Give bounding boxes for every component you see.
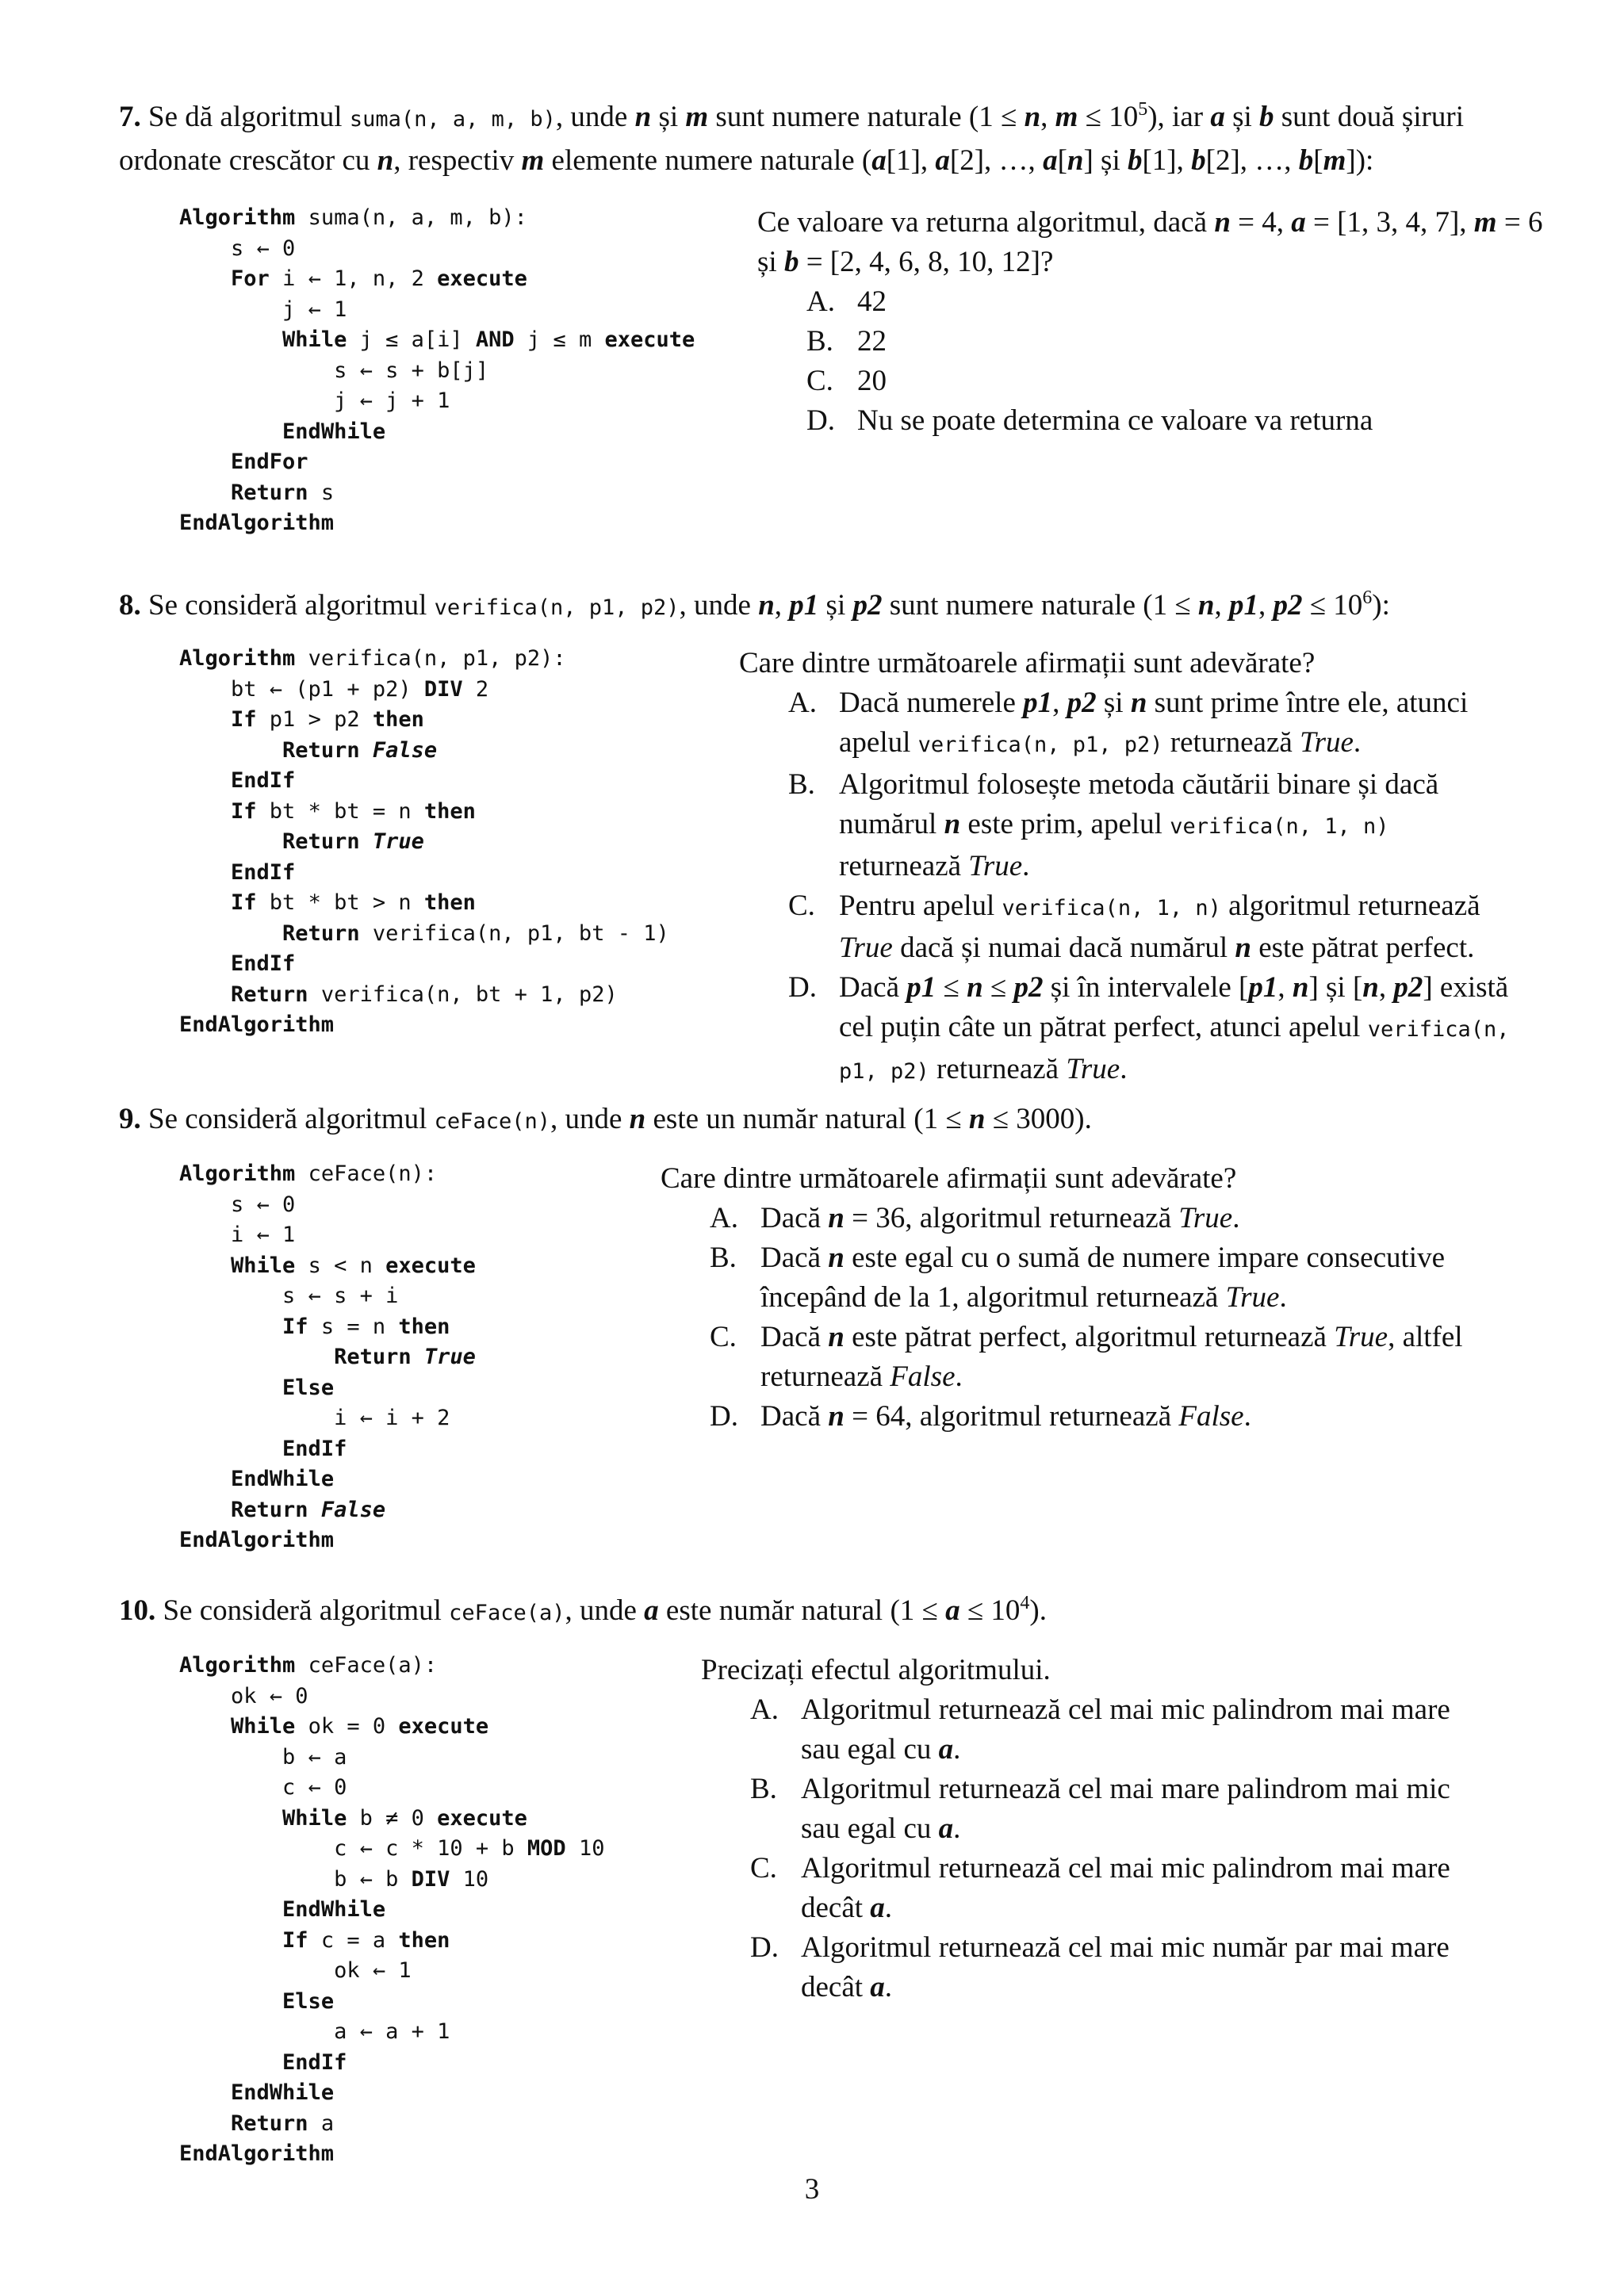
text: . — [1120, 1053, 1128, 1085]
text: Pentru apelul — [839, 890, 1002, 922]
q10-number: 10. — [119, 1594, 156, 1627]
text: . — [1232, 1202, 1240, 1234]
code-line: EndWhile — [282, 419, 386, 444]
var-n: n — [1214, 206, 1231, 239]
option-text: Algoritmul returnează cel mai mic palindrom mai mare decât — [801, 1852, 1450, 1924]
var-p2: p2 — [1067, 687, 1097, 719]
var-m: m — [1323, 144, 1346, 177]
text: = [1, 3, 4, 7], — [1305, 206, 1474, 239]
q8-intro-text: , — [1214, 589, 1229, 622]
option-letter: D. — [710, 1400, 738, 1433]
q10-intro-text: ). — [1029, 1594, 1047, 1627]
text: . — [1243, 1400, 1251, 1433]
code-line: EndAlgorithm — [179, 511, 335, 535]
text: algoritmul returnează — [1220, 890, 1480, 922]
var-n: n — [1130, 687, 1147, 719]
code-line: EndIf — [231, 951, 296, 976]
text: . — [1279, 1281, 1287, 1314]
code-line: i ← i + 2 — [179, 1406, 450, 1430]
q9-question-text: Care dintre următoarele afirmații sunt adevărate? — [661, 1162, 1237, 1195]
q9-option-a — [710, 1199, 1533, 1238]
q10-intro — [119, 1590, 1530, 1634]
text: Dacă — [760, 1400, 829, 1433]
code-line: j ← j + 1 — [179, 388, 450, 413]
code-line: i ← 1 — [179, 1223, 296, 1247]
text: = [2, 4, 6, 8, 10, 12]? — [799, 246, 1054, 278]
q9-intro — [119, 1099, 1530, 1142]
q8-option-d — [788, 968, 1532, 1092]
var-n: n — [944, 808, 961, 840]
q7-number: 7. — [119, 101, 141, 133]
inline-code: verifica(n, 1, n) — [1170, 814, 1389, 839]
var-b: b — [1259, 101, 1274, 133]
text: Dacă — [760, 1321, 829, 1353]
option-letter: C. — [710, 1321, 737, 1353]
q8-code-block — [179, 644, 669, 1041]
q8-function-name: verifica(n, p1, p2) — [434, 595, 680, 620]
code-line: EndIf — [282, 2049, 347, 2075]
var-p2: p2 — [852, 589, 883, 622]
code-line: s ← s + b[j] — [179, 358, 489, 383]
value-true: True — [1334, 1321, 1388, 1353]
option-letter: C. — [750, 1852, 777, 1885]
q7-question — [757, 203, 1550, 441]
q10-function-name: ceFace(a) — [449, 1601, 565, 1625]
text: returnează — [1162, 726, 1300, 759]
code-line: b ← b DIV 10 — [179, 1866, 489, 1892]
exponent: 5 — [1138, 99, 1148, 120]
text: . — [953, 1733, 961, 1766]
option-text: Algoritmul returnează cel mai mic palindrom mai mare sau egal cu — [801, 1693, 1450, 1766]
var-n: n — [634, 101, 652, 133]
var-p1 — [789, 589, 818, 622]
var-p1: p1 — [1248, 971, 1278, 1004]
code-line: EndWhile — [231, 1467, 335, 1491]
code-line: EndFor — [231, 450, 308, 474]
q8-number: 8. — [119, 589, 141, 622]
code-line: Algorithm ceFace(n): — [179, 1161, 438, 1186]
var-p1: p1 — [906, 971, 936, 1004]
option-letter: C. — [806, 365, 833, 397]
var-b: b — [1127, 144, 1143, 177]
exponent: 6 — [1362, 587, 1373, 608]
q10-intro-text: Se consideră algoritmul — [163, 1594, 450, 1627]
var-p1-text: p1 — [789, 589, 819, 622]
text: , — [1378, 971, 1394, 1004]
code-line: Return True — [334, 1345, 476, 1369]
text: returnează — [839, 850, 969, 882]
q7-intro-text: [ — [1313, 144, 1323, 177]
code-line: Return False — [231, 1497, 386, 1522]
code-line: s ← 0 — [179, 235, 296, 261]
option-text: Algoritmul returnează cel mai mare palindrom mai mic sau egal cu — [801, 1773, 1450, 1845]
var-n: n — [828, 1400, 845, 1433]
q9-intro-text: Se consideră algoritmul — [148, 1103, 435, 1135]
var-b: b — [783, 246, 799, 278]
var-m: m — [1055, 101, 1078, 133]
code-line: While j ≤ a[i] AND j ≤ m execute — [282, 327, 695, 352]
option-text: Algoritmul returnează cel mai mic număr par mai mare decât — [801, 1931, 1450, 2003]
code-line: While s < n execute — [231, 1253, 476, 1278]
q10-code-block — [179, 1651, 604, 2170]
code-line: EndIf — [282, 1436, 347, 1461]
var-n: n — [828, 1321, 845, 1353]
q9-code-block — [179, 1159, 476, 1556]
code-line: Algorithm ceFace(a): — [179, 1653, 438, 1678]
q8-intro-text: sunt numere naturale (1 ≤ — [882, 589, 1198, 622]
var-p2: p2 — [1273, 589, 1303, 622]
var-p2: p2 — [1013, 971, 1044, 1004]
q9-option-d — [710, 1397, 1533, 1437]
page-number: 3 — [804, 2173, 820, 2206]
q7-intro-text: [ — [1057, 144, 1067, 177]
text: Dacă — [760, 1202, 829, 1234]
q10-question — [701, 1651, 1494, 2007]
q7-intro-text: ]): — [1346, 144, 1374, 177]
option-letter: D. — [788, 971, 817, 1004]
q7-intro-text: Se dă algoritmul — [148, 101, 350, 133]
text: . — [955, 1360, 963, 1393]
code-line: Return True — [282, 829, 424, 854]
text: și în intervalele [ — [1043, 971, 1249, 1004]
q7-intro-text: și — [651, 101, 686, 133]
option-letter: A. — [710, 1202, 738, 1234]
text: , — [1052, 687, 1067, 719]
var-n: n — [1235, 932, 1251, 964]
exponent: 4 — [1020, 1593, 1030, 1613]
q9-intro-text: este un număr natural (1 ≤ — [645, 1103, 969, 1135]
q9-intro-text: , unde — [550, 1103, 630, 1135]
q8-option-c — [788, 886, 1532, 968]
q9-intro-text: ≤ 3000). — [985, 1103, 1092, 1135]
var-n: n — [1362, 971, 1379, 1004]
code-line: bt ← (p1 + p2) DIV 2 — [179, 676, 489, 702]
q8-intro — [119, 585, 1530, 629]
q10-option-a — [750, 1690, 1451, 1770]
code-line: Algorithm verifica(n, p1, p2): — [179, 646, 566, 671]
q10-option-b — [750, 1770, 1451, 1849]
code-line: While b ≠ 0 execute — [282, 1805, 527, 1831]
var-n: n — [828, 1242, 845, 1274]
q7-intro-text: , — [1040, 101, 1055, 133]
code-line: b ← a — [179, 1744, 347, 1770]
option-text: Nu se poate determina ce valoare va returna — [857, 404, 1373, 437]
code-line: If p1 > p2 then — [231, 707, 424, 732]
code-line: If c = a then — [282, 1927, 450, 1953]
q7-intro-text: [1], — [886, 144, 936, 177]
code-line: Return a — [231, 2110, 335, 2136]
value-true: True — [1178, 1202, 1233, 1234]
q8-question-text: Care dintre următoarele afirmații sunt adevărate? — [739, 647, 1316, 679]
var-n: n — [967, 971, 983, 1004]
var-p1: p1 — [1023, 687, 1053, 719]
q8-intro-text: și — [818, 589, 853, 622]
var-n: n — [377, 144, 394, 177]
q7-intro-text: ), iar — [1147, 101, 1211, 133]
code-line: If bt * bt = n then — [231, 798, 476, 824]
text: = 36, algoritmul returnează — [844, 1202, 1179, 1234]
text: dacă și numai dacă numărul — [892, 932, 1235, 964]
code-line: EndWhile — [282, 1897, 386, 1922]
q7-option-b — [806, 322, 1550, 362]
option-text: 42 — [857, 285, 887, 318]
option-letter: D. — [750, 1931, 779, 1964]
var-p2: p2 — [1393, 971, 1423, 1004]
q8-option-b — [788, 765, 1532, 886]
code-line: Else — [282, 1988, 335, 2014]
text: . — [884, 1971, 893, 2003]
text: este prim, apelul — [960, 808, 1170, 840]
value-false: False — [1178, 1400, 1244, 1433]
code-line: EndIf — [231, 859, 296, 885]
text: , — [1277, 971, 1293, 1004]
q10-option-d — [750, 1928, 1451, 2007]
var-a: a — [938, 1812, 954, 1845]
option-letter: A. — [788, 687, 817, 719]
code-line: c ← c * 10 + b MOD 10 — [179, 1836, 605, 1861]
q7-question-text — [757, 203, 1550, 282]
option-letter: A. — [806, 285, 835, 318]
value-true: True — [1300, 726, 1354, 759]
code-line: Return s — [231, 480, 335, 505]
q8-question — [739, 644, 1532, 1092]
q10-intro-text: ≤ 10 — [959, 1594, 1021, 1627]
q7-function-name: suma(n, a, m, b) — [349, 107, 556, 132]
q10-intro-text: este număr natural (1 ≤ — [658, 1594, 946, 1627]
q7-intro-text: sunt două șiruri ordonate crescător cu — [119, 101, 1464, 177]
var-p1: p1 — [1228, 589, 1258, 622]
code-line: For i ← 1, n, 2 execute — [231, 266, 527, 291]
code-line: c ← 0 — [179, 1775, 347, 1800]
var-n: n — [1197, 589, 1215, 622]
var-n: n — [828, 1202, 845, 1234]
text: ] și [ — [1308, 971, 1363, 1004]
var-a: a — [945, 1594, 960, 1627]
q10-option-c — [750, 1849, 1451, 1928]
q7-intro-text: și — [1224, 101, 1260, 133]
var-a: a — [870, 1892, 885, 1924]
code-line: Return verifica(n, bt + 1, p2) — [231, 982, 618, 1007]
option-letter: D. — [806, 404, 835, 437]
var-a: a — [1291, 206, 1306, 239]
q8-intro-text: , — [774, 589, 790, 622]
q8-intro-text: , — [1258, 589, 1274, 622]
inline-code: verifica(n, 1, n) — [1002, 896, 1221, 920]
code-line: j ← 1 — [179, 297, 347, 322]
code-line: If bt * bt > n then — [231, 890, 476, 915]
q7-intro-text: [2], …, — [1205, 144, 1299, 177]
text: Dacă — [760, 1242, 829, 1274]
q7-option-d — [806, 401, 1550, 441]
var-b: b — [1298, 144, 1314, 177]
value-true: True — [839, 932, 893, 964]
q8-intro-text: , unde — [679, 589, 759, 622]
var-n: n — [629, 1103, 646, 1135]
code-line: s ← s + i — [179, 1284, 399, 1308]
q7-option-c — [806, 362, 1550, 401]
option-text: 20 — [857, 365, 887, 397]
var-n: n — [1024, 101, 1041, 133]
text: Ce valoare va returna algoritmul, dacă — [757, 206, 1215, 239]
q7-code-block — [179, 203, 695, 539]
option-letter: B. — [788, 768, 815, 801]
text: și — [1096, 687, 1131, 719]
var-m: m — [685, 101, 709, 133]
text: este pătrat perfect. — [1251, 932, 1475, 964]
text: este egal cu o sumă de numere impare consecutive începând de la 1, algoritmul returnează — [760, 1242, 1445, 1314]
var-a: a — [935, 144, 950, 177]
var-a: a — [1043, 144, 1058, 177]
var-a: a — [870, 1971, 885, 2003]
code-line: Return verifica(n, p1, bt - 1) — [282, 920, 669, 946]
q7-option-a — [806, 282, 1550, 322]
q10-question-text: Precizați efectul algoritmului. — [701, 1654, 1051, 1686]
q7-intro-text: elemente numere naturale ( — [544, 144, 872, 177]
inline-code: verifica(n, p1, p2) — [917, 733, 1163, 757]
var-n: n — [968, 1103, 986, 1135]
q8-intro-text: ): — [1372, 589, 1390, 622]
code-line: ok ← 0 — [179, 1683, 308, 1709]
q10-intro-text: , unde — [565, 1594, 645, 1627]
text: . — [1353, 726, 1362, 759]
q9-function-name: ceFace(n) — [434, 1109, 550, 1134]
value-true: True — [1225, 1281, 1280, 1314]
text: = 64, algoritmul returnează — [844, 1400, 1179, 1433]
code-line: Return False — [282, 737, 438, 763]
code-line: EndAlgorithm — [179, 1528, 335, 1552]
var-a: a — [871, 144, 887, 177]
text: Algoritmul folosește metoda căutării binare și dacă numărul — [839, 768, 1439, 840]
var-b: b — [1191, 144, 1206, 177]
text: returnează — [929, 1053, 1067, 1085]
code-line: ok ← 1 — [179, 1958, 412, 1983]
text: , altfel returnează — [760, 1321, 1463, 1393]
code-line: EndAlgorithm — [179, 1012, 335, 1037]
option-letter: C. — [788, 890, 815, 922]
text: . — [1022, 850, 1030, 882]
code-line: Algorithm suma(n, a, m, b): — [179, 205, 527, 230]
code-line: EndWhile — [231, 2080, 335, 2105]
text: . — [884, 1892, 893, 1924]
var-n: n — [1292, 971, 1309, 1004]
option-text: 22 — [857, 325, 887, 358]
inline-code: verifica(n, p1, p2) — [839, 1017, 1510, 1084]
q7-intro-text: , respectiv — [393, 144, 522, 177]
var-m: m — [1473, 206, 1497, 239]
q8-option-a — [788, 683, 1532, 765]
var-n: n — [758, 589, 775, 622]
text: Dacă numerele — [839, 687, 1024, 719]
code-line: a ← a + 1 — [179, 2019, 450, 2044]
var-n: n — [1067, 144, 1084, 177]
value-true: True — [1066, 1053, 1120, 1085]
option-letter: B. — [710, 1242, 737, 1274]
text: = 4, — [1230, 206, 1292, 239]
code-line: s ← 0 — [179, 1192, 296, 1217]
q8-intro-text: Se consideră algoritmul — [148, 589, 435, 622]
text: ] există cel puțin câte un pătrat perfect, atunci apelul — [839, 971, 1509, 1043]
text: ≤ — [936, 971, 967, 1004]
var-a: a — [1210, 101, 1225, 133]
text: = 6 și — [757, 206, 1543, 278]
code-line: While ok = 0 execute — [231, 1714, 489, 1739]
text: Dacă — [839, 971, 907, 1004]
text: este pătrat perfect, algoritmul returnează — [844, 1321, 1335, 1353]
text: . — [953, 1812, 961, 1845]
q7-intro-text: [2], …, — [949, 144, 1044, 177]
q7-intro-text: ≤ 10 — [1078, 101, 1139, 133]
var-a: a — [644, 1594, 659, 1627]
q9-number: 9. — [119, 1103, 141, 1135]
var-m: m — [521, 144, 545, 177]
value-false: False — [890, 1360, 956, 1393]
text: ≤ — [982, 971, 1014, 1004]
var-a: a — [938, 1733, 954, 1766]
code-line: EndIf — [231, 768, 296, 793]
q7-intro-text: ] și — [1083, 144, 1128, 177]
code-line: EndAlgorithm — [179, 2141, 335, 2166]
text: sunt prime între ele, atunci apelul — [839, 687, 1469, 759]
q7-intro-text: sunt numere naturale (1 ≤ — [708, 101, 1025, 133]
q9-option-b — [710, 1238, 1522, 1318]
option-letter: B. — [750, 1773, 777, 1805]
q8-intro-text: ≤ 10 — [1302, 589, 1363, 622]
code-line: Else — [282, 1375, 335, 1400]
option-letter: B. — [806, 325, 833, 358]
q9-question — [661, 1159, 1533, 1437]
value-true: True — [968, 850, 1023, 882]
q7-intro-text: [1], — [1142, 144, 1192, 177]
code-line: If s = n then — [282, 1314, 450, 1339]
q7-intro-text: , unde — [555, 101, 635, 133]
q7-intro — [119, 97, 1530, 182]
option-letter: A. — [750, 1693, 779, 1726]
q9-option-c — [710, 1318, 1522, 1397]
